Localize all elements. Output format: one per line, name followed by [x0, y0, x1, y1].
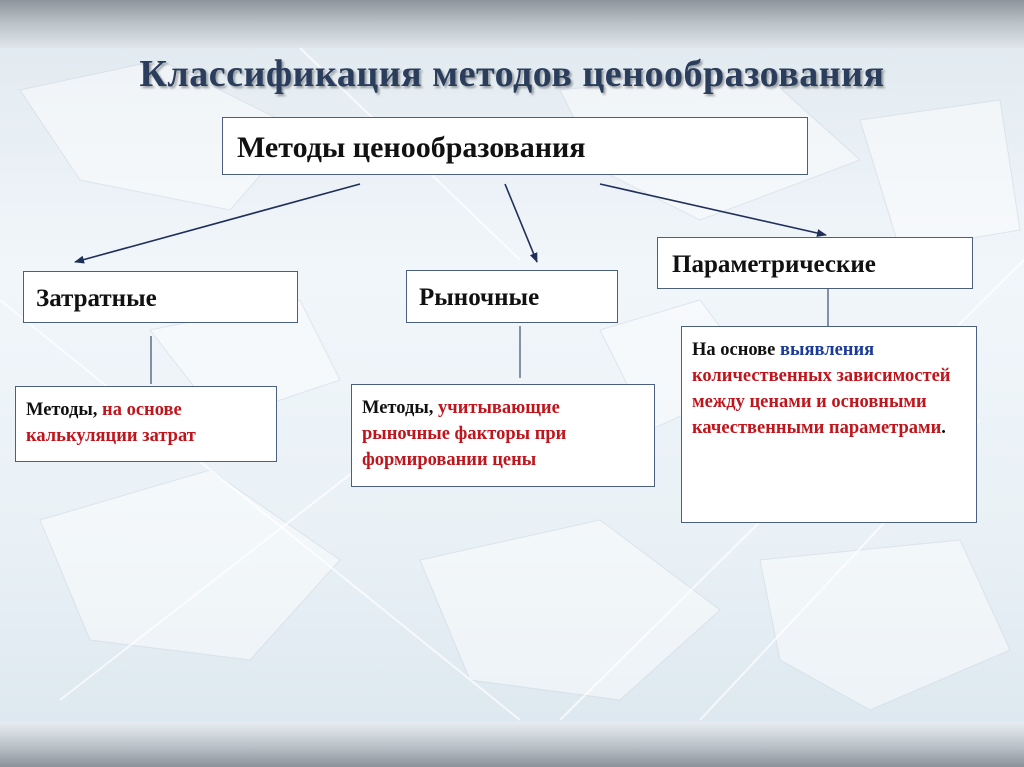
category-market-label: Рыночные: [419, 284, 540, 311]
description-cost-based: [15, 386, 277, 462]
slide-title: Классификация методов ценообразования: [139, 53, 885, 95]
category-parametric-label: Параметрические: [672, 251, 876, 278]
desc-cost-highlight: на основе калькуляции затрат: [26, 400, 196, 446]
arrow-to-cost: [75, 184, 360, 262]
category-parametric: [657, 237, 973, 289]
desc-param-period: .: [941, 418, 946, 438]
category-cost-label: Затратные: [36, 285, 157, 312]
desc-market-highlight: учитывающие рыночные факторы при формировании цены: [362, 398, 567, 470]
desc-param-prefix: На основе: [692, 340, 781, 360]
desc-cost-prefix: Методы: [26, 400, 93, 420]
category-market-based: [406, 270, 618, 323]
root-node-pricing-methods: [222, 117, 808, 175]
root-node-label: Методы ценообразования: [237, 131, 586, 164]
arrow-to-market: [505, 184, 537, 262]
description-parametric: [681, 326, 977, 523]
desc-param-highlight: количественных зависимостей между ценами и основными качественными параметрами: [692, 366, 951, 438]
desc-market-prefix: Методы: [362, 398, 429, 418]
desc-cost-comma: ,: [92, 400, 103, 420]
desc-market-comma: ,: [428, 398, 439, 418]
category-cost-based: [23, 271, 298, 323]
desc-param-blue: выявления: [780, 340, 875, 360]
arrow-to-parametric: [600, 184, 826, 235]
description-market-based: [351, 384, 655, 487]
